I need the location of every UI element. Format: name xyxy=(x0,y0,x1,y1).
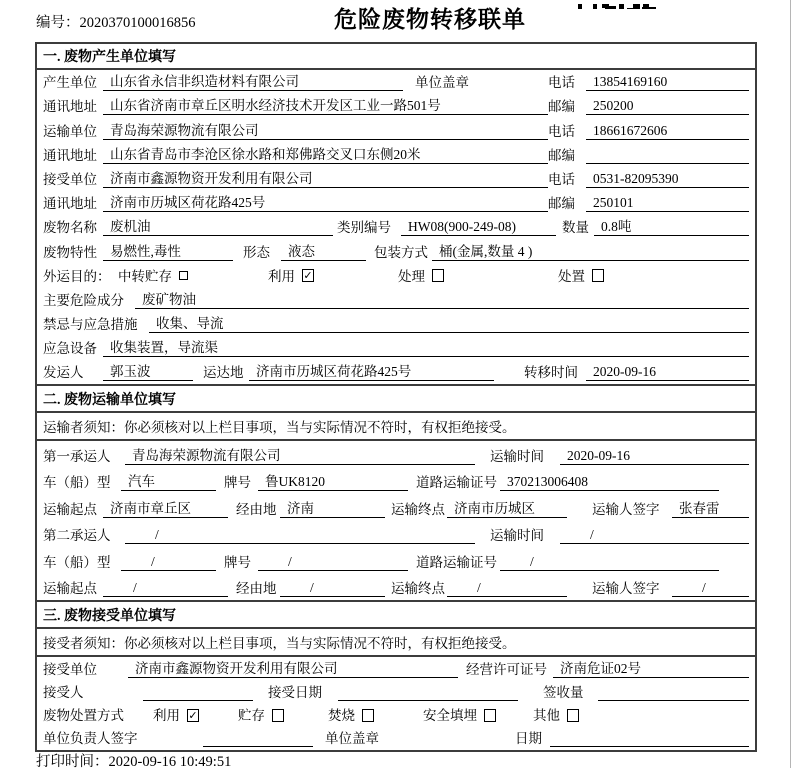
second-carrier-label: 第二承运人 xyxy=(43,528,111,544)
producer-phone-label: 电话 xyxy=(548,75,575,91)
accept-date-value xyxy=(338,684,518,701)
disposal-option-storage xyxy=(238,707,328,724)
waste-properties-label: 废物特性 xyxy=(43,244,97,260)
waste-name-label: 废物名称 xyxy=(43,220,97,236)
waste-quantity-value: 0.8吨 xyxy=(594,218,749,236)
disposal-option-landfill xyxy=(423,707,533,724)
transporter-address-row xyxy=(37,143,755,167)
producer-address-row xyxy=(37,94,755,118)
section-receiver xyxy=(37,600,755,750)
document-number-label: 编号： xyxy=(36,15,80,31)
first-carrier-row xyxy=(37,441,755,468)
route2-signature-label: 运输人签字 xyxy=(592,581,660,597)
hazard-component-row xyxy=(37,288,755,312)
receiver-address-row xyxy=(37,191,755,215)
accepting-unit-label: 接受单位 xyxy=(43,661,97,677)
document-number xyxy=(36,11,196,32)
emergency-measures-row xyxy=(37,312,755,336)
route1-via-value: 济南 xyxy=(280,500,385,518)
vehicle1-row xyxy=(37,468,755,495)
producer-address-label: 通讯地址 xyxy=(43,99,97,115)
qr-code-fragment xyxy=(578,0,658,9)
route2-end-label: 运输终点 xyxy=(391,581,445,597)
transporter-postcode-value xyxy=(586,147,749,164)
producer-phone-value: 13854169160 xyxy=(586,73,749,91)
receiver-address-label: 通讯地址 xyxy=(43,196,97,212)
route1-end-label: 运输终点 xyxy=(391,501,445,517)
disposal-landfill-checkbox xyxy=(484,709,496,722)
disposal-method-row xyxy=(37,704,755,727)
receiver-unit-value: 济南市鑫源物资开发利用有限公司 xyxy=(103,170,548,188)
purpose-disposal-checkbox xyxy=(592,269,604,282)
producer-unit-value: 山东省永信非织造材料有限公司 xyxy=(103,73,403,91)
plate2-label: 牌号 xyxy=(224,554,251,570)
route1-via-label: 经由地 xyxy=(236,501,277,517)
receiver-postcode-value: 250101 xyxy=(586,194,749,212)
waste-quantity-label: 数量 xyxy=(562,220,589,236)
emergency-equipment-value: 收集装置，导流渠 xyxy=(103,339,749,357)
route2-row xyxy=(37,574,755,601)
sign-date-value xyxy=(550,730,749,747)
disposal-storage-label: 贮存 xyxy=(238,708,265,724)
responsible-signature-value xyxy=(203,730,313,747)
first-carrier-label: 第一承运人 xyxy=(43,448,111,464)
first-carrier-value: 青岛海荣源物流有限公司 xyxy=(125,447,475,465)
waste-name-row xyxy=(37,215,755,239)
packing-method-label: 包装方式 xyxy=(374,244,428,260)
producer-address-value: 山东省济南市章丘区明水经济技术开发区工业一路501号 xyxy=(103,97,548,115)
responsible-signature-row xyxy=(37,727,755,750)
disposal-method-label: 废物处置方式 xyxy=(43,708,124,724)
transporter-phone-value: 18661672606 xyxy=(586,122,749,140)
road-permit1-value: 370213006408 xyxy=(500,473,719,491)
vehicle2-type-label: 车（船）型 xyxy=(43,554,111,570)
receiver-stamp-label: 单位盖章 xyxy=(325,731,379,747)
route1-end-value: 济南市历城区 xyxy=(447,500,567,518)
purpose-transfer-storage-checkbox xyxy=(179,271,188,280)
packing-method-value: 桶(金属,数量 4 ) xyxy=(432,243,749,261)
route2-signature-value: / xyxy=(672,579,749,597)
receiver-phone-value: 0531-82095390 xyxy=(586,170,749,188)
page-title: 危险废物转移联单 xyxy=(334,7,526,32)
producer-postcode-label: 邮编 xyxy=(548,99,575,115)
route2-via-label: 经由地 xyxy=(236,581,277,597)
purpose-disposal-label: 处置 xyxy=(558,268,585,284)
disposal-incineration-label: 焚烧 xyxy=(328,708,355,724)
section-receiver-heading: 三. 废物接受单位填写 xyxy=(37,600,755,629)
acceptor-row xyxy=(37,681,755,704)
second-carrier-row xyxy=(37,521,755,548)
receiver-notice: 接受者须知：你必须核对以上栏目事项，当与实际情况不符时，有权拒绝接受。 xyxy=(37,629,755,657)
transporter-address-value: 山东省青岛市李沧区徐水路和郑佛路交叉口东侧20米 xyxy=(103,146,548,164)
transport-time1-value: 2020-09-16 xyxy=(560,447,749,465)
transfer-purpose-row xyxy=(37,264,755,288)
transporter-phone-label: 电话 xyxy=(548,123,575,139)
second-carrier-value: / xyxy=(125,526,475,544)
emergency-equipment-row xyxy=(37,336,755,360)
disposal-storage-checkbox xyxy=(272,709,284,722)
vehicle2-type-value: / xyxy=(121,553,216,571)
waste-category-value: HW08(900-249-08) xyxy=(401,218,556,236)
plate1-value: 鲁UK8120 xyxy=(258,473,408,491)
route1-origin-value: 济南市章丘区 xyxy=(103,500,228,518)
producer-unit-label: 产生单位 xyxy=(43,75,97,91)
emergency-measures-value: 收集、导流 xyxy=(149,315,749,333)
print-time-value: 2020-09-16 10:49:51 xyxy=(108,754,232,768)
print-time xyxy=(36,750,231,768)
route1-signature-value: 张春雷 xyxy=(672,500,749,518)
route2-via-value: / xyxy=(280,579,385,597)
transport-time2-value: / xyxy=(560,526,749,544)
page-edge-divider xyxy=(790,0,791,768)
waste-category-label: 类别编号 xyxy=(337,220,391,236)
disposal-option-reuse xyxy=(153,707,238,724)
accept-date-label: 接受日期 xyxy=(268,684,322,700)
accepting-unit-row xyxy=(37,657,755,680)
section-transporter-heading: 二. 废物运输单位填写 xyxy=(37,384,755,413)
transporter-postcode-label: 邮编 xyxy=(548,147,575,163)
hazard-component-label: 主要危险成分 xyxy=(43,292,124,308)
transporter-unit-label: 运输单位 xyxy=(43,123,97,139)
license-value: 济南危证02号 xyxy=(553,660,749,678)
document-number-value: 2020370100016856 xyxy=(79,15,196,31)
disposal-reuse-label: 利用 xyxy=(153,708,180,724)
emergency-equipment-label: 应急设备 xyxy=(43,341,97,357)
section-transporter xyxy=(37,384,755,600)
license-label: 经营许可证号 xyxy=(466,661,547,677)
receiver-address-value: 济南市历城区荷花路425号 xyxy=(103,194,548,212)
route1-signature-label: 运输人签字 xyxy=(592,501,660,517)
receiver-phone-label: 电话 xyxy=(548,171,575,187)
receiver-unit-label: 接受单位 xyxy=(43,171,97,187)
section-producer xyxy=(37,44,755,384)
vehicle1-type-value: 汽车 xyxy=(121,473,216,491)
vehicle2-row xyxy=(37,547,755,574)
acceptor-label: 接受人 xyxy=(43,684,84,700)
transport-time2-label: 运输时间 xyxy=(490,528,544,544)
waste-name-value: 废机油 xyxy=(103,218,333,236)
purpose-option-disposal xyxy=(558,268,749,285)
transfer-purpose-label: 外运目的： xyxy=(43,268,111,284)
shipper-label: 发运人 xyxy=(43,365,84,381)
road-permit2-label: 道路运输证号 xyxy=(416,554,497,570)
destination-label: 运达地 xyxy=(203,365,244,381)
manifest-form-table xyxy=(35,42,757,752)
road-permit2-value: / xyxy=(500,553,719,571)
producer-postcode-value: 250200 xyxy=(586,97,749,115)
transfer-time-label: 转移时间 xyxy=(524,365,578,381)
sign-date-label: 日期 xyxy=(515,731,542,747)
receiver-unit-row xyxy=(37,167,755,191)
purpose-option-treatment xyxy=(398,268,558,285)
plate1-label: 牌号 xyxy=(224,475,251,491)
producer-unit-row xyxy=(37,70,755,94)
waste-properties-value: 易燃性,毒性 xyxy=(103,243,233,261)
emergency-measures-label: 禁忌与应急措施 xyxy=(43,317,138,333)
responsible-signature-label: 单位负责人签字 xyxy=(43,731,138,747)
route2-origin-label: 运输起点 xyxy=(43,581,97,597)
plate2-value: / xyxy=(258,553,408,571)
disposal-incineration-checkbox xyxy=(362,709,374,722)
route2-origin-value: / xyxy=(103,579,228,597)
shipper-value: 郭玉波 xyxy=(103,363,193,381)
purpose-reuse-label: 利用 xyxy=(268,268,295,284)
received-amount-value xyxy=(598,684,749,701)
waste-properties-row xyxy=(37,239,755,263)
route1-origin-label: 运输起点 xyxy=(43,501,97,517)
transfer-time-value: 2020-09-16 xyxy=(586,363,749,381)
purpose-option-reuse xyxy=(268,268,398,285)
disposal-other-checkbox xyxy=(567,709,579,722)
acceptor-value xyxy=(143,684,253,701)
waste-form-label: 形态 xyxy=(243,244,270,260)
transporter-address-label: 通讯地址 xyxy=(43,147,97,163)
purpose-transfer-storage-label: 中转贮存 xyxy=(118,268,172,284)
print-time-label: 打印时间： xyxy=(36,754,109,768)
purpose-reuse-checkbox: ✓ xyxy=(303,269,313,283)
received-amount-label: 签收量 xyxy=(543,684,584,700)
transport-time1-label: 运输时间 xyxy=(490,448,544,464)
destination-value: 济南市历城区荷花路425号 xyxy=(249,363,494,381)
accepting-unit-value: 济南市鑫源物资开发利用有限公司 xyxy=(128,660,458,678)
transporter-notice: 运输者须知：你必须核对以上栏目事项，当与实际情况不符时，有权拒绝接受。 xyxy=(37,413,755,441)
route2-end-value: / xyxy=(447,579,567,597)
road-permit1-label: 道路运输证号 xyxy=(416,475,497,491)
purpose-treatment-label: 处理 xyxy=(398,268,425,284)
purpose-treatment-checkbox xyxy=(432,269,444,282)
disposal-reuse-checkbox: ✓ xyxy=(188,708,198,722)
disposal-option-other xyxy=(533,707,749,724)
unit-stamp-label: 单位盖章 xyxy=(415,75,469,91)
vehicle1-type-label: 车（船）型 xyxy=(43,475,111,491)
hazard-component-value: 废矿物油 xyxy=(135,291,749,309)
purpose-option-transfer-storage xyxy=(118,268,268,285)
route1-row xyxy=(37,494,755,521)
disposal-option-incineration xyxy=(328,707,423,724)
disposal-landfill-label: 安全填埋 xyxy=(423,708,477,724)
receiver-postcode-label: 邮编 xyxy=(548,196,575,212)
section-producer-heading: 一. 废物产生单位填写 xyxy=(37,44,755,70)
transporter-unit-value: 青岛海荣源物流有限公司 xyxy=(103,122,548,140)
disposal-other-label: 其他 xyxy=(533,708,560,724)
waste-form-value: 液态 xyxy=(281,243,366,261)
transporter-unit-row xyxy=(37,118,755,142)
shipper-row xyxy=(37,360,755,384)
